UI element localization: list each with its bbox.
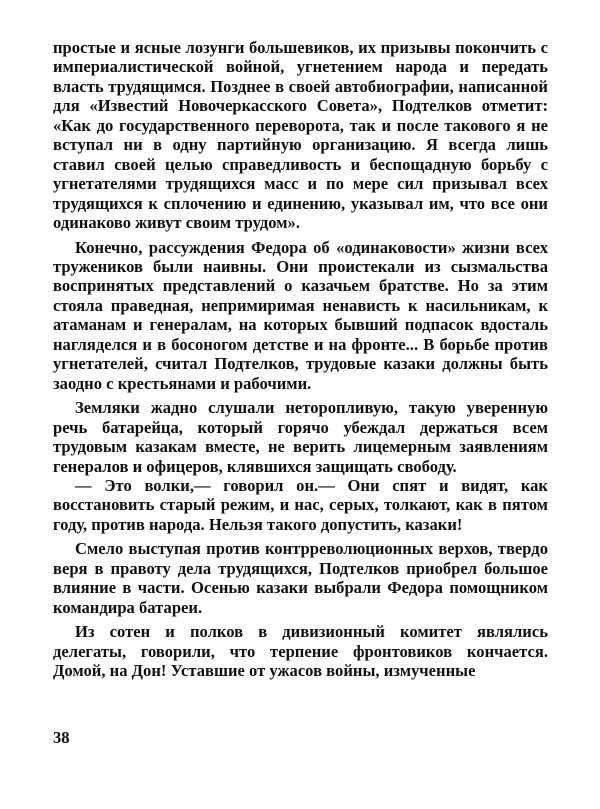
paragraph-3: Земляки жадно слушали неторопливую, такую уверенную речь батарейца, который горячо убеждал держаться всем трудовым казакам вместе, не верить лицемерным заявлениям генералов и офицеров, клявшихся защищать свободу. <box>53 398 548 476</box>
page-number: 38 <box>53 728 70 747</box>
paragraph-1: простые и ясные лозунги большевиков, их призывы покончить с империалистической войной, угнетением народа и передать власть трудящимся. Позднее в своей автобиографии, написанной для «Известий Новочеркасского Совета», Подтелков отметит: «Как до государственного переворота, так и после такового я не вступал ни в одну партийную организацию. Я всегда лишь ставил своей целью справедливость и беспощадную борьбу с угнетателями трудящихся масс и по мере сил призывал всех трудящихся к сплочению и единению, указывал им, что все они одинаково живут своим трудом». <box>53 38 548 233</box>
paragraph-4: — Это волки,— говорил он.— Они спят и видят, как восстановить старый режим, и нас, серых, толкают, как в пятом году, против народа. Нельзя такого допустить, казаки! <box>53 475 548 534</box>
paragraph-6: Из сотен и полков в дивизионный комитет являлись делегаты, говорили, что терпение фронтовиков кончается. Домой, на Дон! Уставшие от ужасов войны, измученные <box>53 622 548 681</box>
page-text <box>53 38 548 681</box>
paragraph-2: Конечно, рассуждения Федора об «одинаковости» жизни всех тружеников были наивны. Они проистекали из сызмальства воспринятых представлений о казачьем братстве. Но за этим стояла праведная, непримиримая ненависть к насильникам, к атаманам и генералам, на которых бывший подпасок вдосталь нагляделся и в босоногом детстве и на фронте... В борьбе против угнетателей, считал Подтелков, трудовые казаки должны быть заодно с крестьянами и рабочими. <box>53 237 548 393</box>
paragraph-5: Смело выступая против контрреволюционных верхов, твердо веря в правоту дела трудящихся, Подтелков приобрел большое влияние в части. Осенью казаки выбрали Федора помощником командира батареи. <box>53 539 548 617</box>
